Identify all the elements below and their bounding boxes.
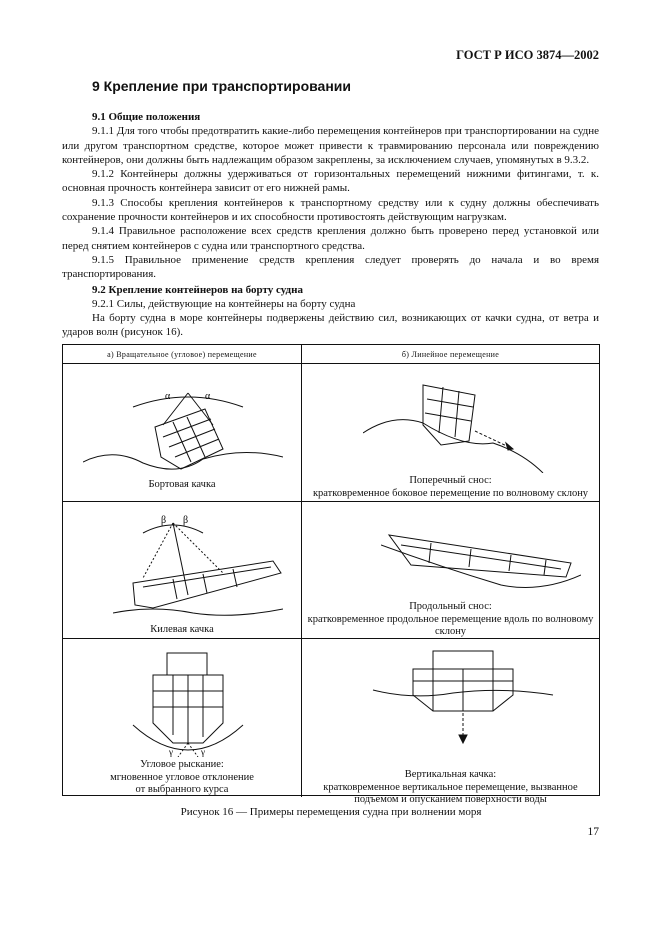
caption-yaw-desc-1: мгновенное угловое отклонение bbox=[110, 771, 254, 783]
figure-16-table bbox=[62, 344, 600, 805]
row-divider-1 bbox=[63, 501, 599, 502]
page-number: 17 bbox=[587, 826, 599, 838]
caption-surge bbox=[302, 601, 599, 639]
yaw-ship-illustration bbox=[123, 645, 253, 757]
caption-surge-title: Продольный снос: bbox=[409, 601, 492, 612]
subsection-9-1-title: 9.1 Общие положения bbox=[92, 111, 201, 123]
caption-yaw-desc-2: от выбранного курса bbox=[135, 784, 229, 795]
caption-heave-desc-1: кратковременное вертикальное перемещение, вызванное bbox=[323, 781, 578, 793]
caption-pitch: Килевая качка bbox=[150, 624, 214, 635]
figure-caption: Рисунок 16 — Примеры перемещения судна при волнении моря bbox=[180, 806, 482, 818]
section-title: 9 Крепление при транспортировании bbox=[92, 78, 352, 94]
pitch-beta-left: β bbox=[161, 515, 167, 526]
paragraph-9-2-1: 9.2.1 Силы, действующие на контейнеры на борту судна bbox=[92, 297, 356, 310]
caption-heave bbox=[302, 769, 599, 807]
surge-ship-illustration bbox=[381, 515, 581, 595]
yaw-gamma-left: γ bbox=[169, 747, 173, 757]
pitch-ship-illustration bbox=[113, 513, 283, 618]
caption-yaw bbox=[63, 759, 301, 797]
caption-yaw-title: Угловое рыскание: bbox=[140, 759, 224, 770]
caption-sway-desc: кратковременное боковое перемещение по волновому склону bbox=[312, 487, 589, 499]
caption-heave-desc-2: подъемом и опусканием поверхности воды bbox=[354, 794, 547, 805]
paragraph-9-2-1-body: На борту судна в море контейнеры подвержены действию сил, возникающих от качки судна, от ветра и ударов волн (рисунок 16). bbox=[62, 312, 599, 339]
heave-ship-illustration bbox=[363, 645, 563, 745]
roll-alpha-right: α bbox=[205, 391, 211, 402]
paragraph-9-1-4: 9.1.4 Правильное расположение всех средств крепления должно быть проверено перед установкой или перед снятием контейнеров с судна или транспортного средства. bbox=[62, 225, 599, 252]
pitch-beta-right: β bbox=[183, 515, 189, 526]
roll-arc bbox=[133, 397, 243, 407]
paragraph-9-1-5: 9.1.5 Правильное применение средств крепления следует проверять до начала и во время транспортирования. bbox=[62, 253, 599, 281]
caption-surge-desc: кратковременное продольное перемещение вдоль по волновому склону bbox=[307, 613, 594, 637]
body-text bbox=[62, 110, 599, 340]
sway-ship-illustration bbox=[363, 373, 553, 473]
caption-heave-title: Вертикальная качка: bbox=[404, 769, 497, 780]
yaw-gamma-right: γ bbox=[201, 747, 205, 757]
subsection-9-2-title: 9.2 Крепление контейнеров на борту судна bbox=[92, 283, 303, 296]
paragraph-9-1-3: 9.1.3 Способы крепления контейнеров к транспортному средству или к судну должны обеспечивать сохранение прочности контейнеров и их способности противостоять действующим нагрузкам. bbox=[62, 196, 599, 224]
standard-header: ГОСТ Р ИСО 3874—2002 bbox=[456, 48, 599, 62]
caption-roll: Бортовая качка bbox=[148, 479, 216, 490]
paragraph-9-1-1: 9.1.1 Для того чтобы предотвратить какие-либо перемещения контейнеров при транспортировании на судне или другом транспортном средстве, которое может привести к травмированию персонала или повреждению контейнеров, они должны быть надлежащим образом закреплены, за исключением случаев, упомянутых в 9.3.2. bbox=[62, 125, 599, 166]
caption-sway bbox=[302, 475, 599, 500]
column-header-rotational: а) Вращательное (угловое) перемещение bbox=[63, 345, 301, 364]
roll-alpha-left: α bbox=[165, 391, 171, 402]
caption-sway-title: Поперечный снос: bbox=[409, 475, 492, 486]
column-divider bbox=[301, 345, 302, 797]
paragraph-9-1-2: 9.1.2 Контейнеры должны удерживаться от горизонтальных перемещений нижними фитингами, т. к. основная прочность контейнера зависит от его нижней рамы. bbox=[62, 168, 599, 195]
column-header-linear: б) Линейное перемещение bbox=[302, 345, 599, 364]
roll-ship-illustration bbox=[83, 367, 283, 477]
